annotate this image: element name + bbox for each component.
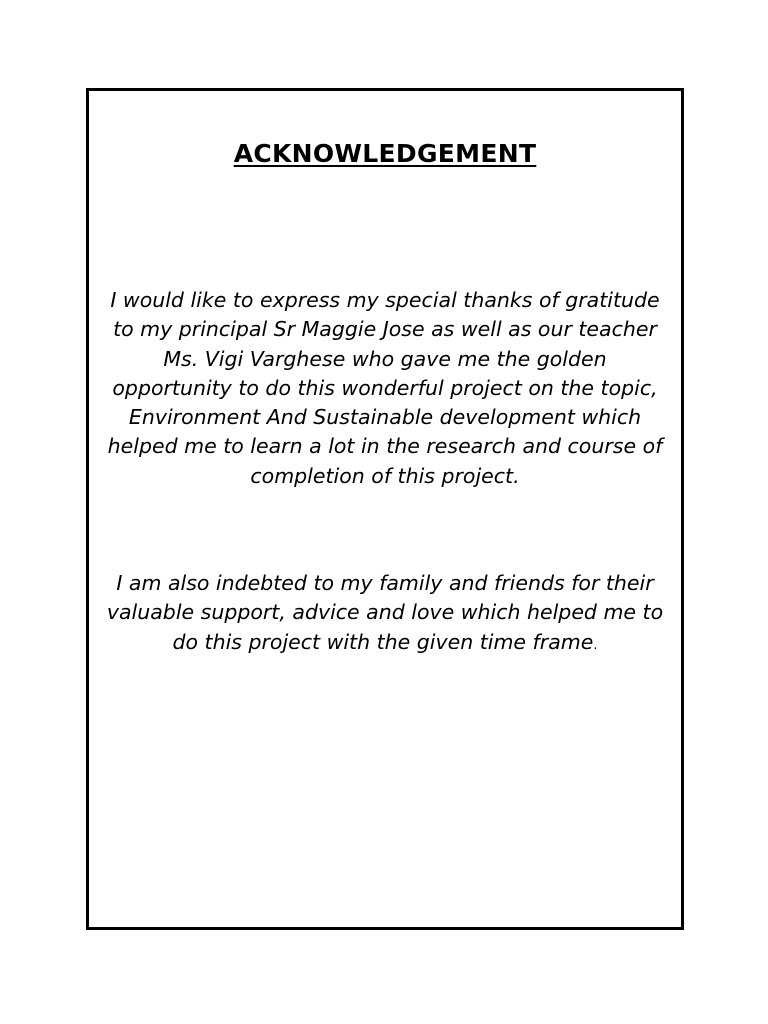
page-title: ACKNOWLEDGEMENT (233, 139, 537, 168)
paragraph-2-period: . (593, 637, 598, 653)
page-border-frame (86, 88, 684, 930)
acknowledgement-paragraph-1: I would like to express my special thanks of gratitude to my principal Sr Maggie Jose as well as our teacher Ms. Vigi Varghese who gave me the golden opportunity to do this wonderful project on the topic, Environment And Sustainable development which helped me to learn a lot in the research and course of completion of this project. (107, 288, 663, 488)
acknowledgement-paragraph-2 (101, 569, 669, 660)
acknowledgement-paragraph-2-text: I am also indebted to my family and friends for their valuable support, advice and love which helped me to do this project with the given time frame (106, 571, 664, 654)
